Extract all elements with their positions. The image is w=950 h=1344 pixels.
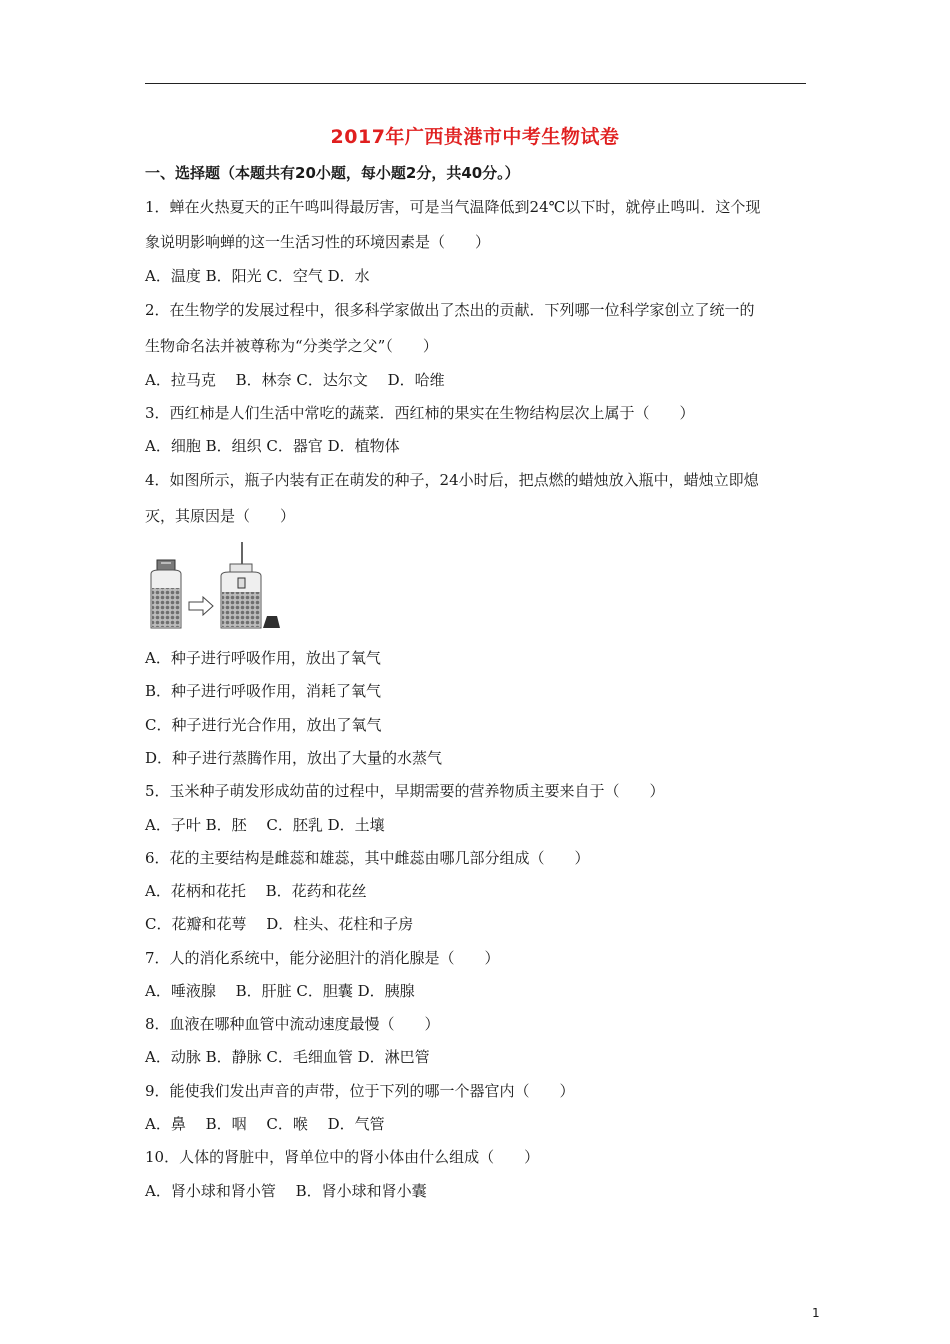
q4-option-b: B．种子进行呼吸作用，消耗了氧气 (145, 682, 382, 700)
q4-option-c: C．种子进行光合作用，放出了氧气 (145, 716, 382, 734)
q3-options: A．细胞 B．组织 C．器官 D．植物体 (145, 437, 400, 455)
q1-options: A．温度 B．阳光 C．空气 D．水 (145, 267, 370, 285)
q3-line1: 3．西红柿是人们生活中常吃的蔬菜．西红柿的果实在生物结构层次上属于（ ） (145, 404, 695, 422)
q5-options: A．子叶 B．胚 C．胚乳 D．土壤 (145, 816, 385, 834)
q8-options: A．动脉 B．静脉 C．毛细血管 D．淋巴管 (145, 1048, 430, 1066)
right-jar-icon (221, 542, 261, 628)
arrow-icon (189, 597, 213, 615)
q2-line2: 生物命名法并被尊称为“分类学之父”（ ） (145, 337, 438, 355)
q8-line1: 8．血液在哪种血管中流动速度最慢（ ） (145, 1015, 440, 1033)
q4-line1: 4．如图所示，瓶子内装有正在萌发的种子，24小时后，把点燃的蜡烛放入瓶中，蜡烛立即熄 (145, 471, 759, 489)
glass-cover-icon (263, 616, 280, 628)
q2-line1: 2．在生物学的发展过程中，很多科学家做出了杰出的贡献．下列哪一位科学家创立了统一的 (145, 301, 755, 319)
q1-line1: 1．蝉在火热夏天的正午鸣叫得最厉害，可是当气温降低到24℃以下时，就停止鸣叫．这个现 (145, 198, 761, 216)
q6-line1: 6．花的主要结构是雌蕊和雄蕊，其中雌蕊由哪几部分组成（ ） (145, 849, 590, 867)
q9-line1: 9．能使我们发出声音的声带，位于下列的哪一个器官内（ ） (145, 1082, 575, 1100)
q4-line2: 灭，其原因是（ ） (145, 507, 296, 525)
q10-line1: 10．人体的肾脏中，肾单位中的肾小体由什么组成（ ） (145, 1148, 540, 1166)
q4-option-a: A．种子进行呼吸作用，放出了氧气 (145, 649, 381, 667)
page-title: 2017年广西贵港市中考生物试卷 (330, 126, 620, 148)
q4-option-d: D．种子进行蒸腾作用，放出了大量的水蒸气 (145, 749, 443, 767)
q2-options: A．拉马克 B．林奈 C．达尔文 D．哈维 (145, 371, 445, 389)
left-jar-icon (151, 560, 181, 628)
header-rule (145, 83, 806, 84)
q10-options: A．肾小球和肾小管 B．肾小球和肾小囊 (145, 1182, 427, 1200)
q5-line1: 5．玉米种子萌发形成幼苗的过程中，早期需要的营养物质主要来自于（ ） (145, 782, 665, 800)
q9-options: A．鼻 B．咽 C．喉 D．气管 (145, 1115, 385, 1133)
q7-options: A．唾液腺 B．肝脏 C．胆囊 D．胰腺 (145, 982, 415, 1000)
q1-line2: 象说明影响蝉的这一生活习性的环境因素是（ ） (145, 233, 491, 251)
q7-line1: 7．人的消化系统中，能分泌胆汁的消化腺是（ ） (145, 949, 500, 967)
q6-options-2: C．花瓣和花萼 D．柱头、花柱和子房 (145, 915, 414, 933)
section-heading: 一、选择题（本题共有20小题，每小题2分，共40分。） (145, 164, 520, 182)
seed-jar-figure (145, 540, 280, 632)
q6-options-1: A．花柄和花托 B．花药和花丝 (145, 882, 367, 900)
page-number: 1 (812, 1306, 820, 1320)
